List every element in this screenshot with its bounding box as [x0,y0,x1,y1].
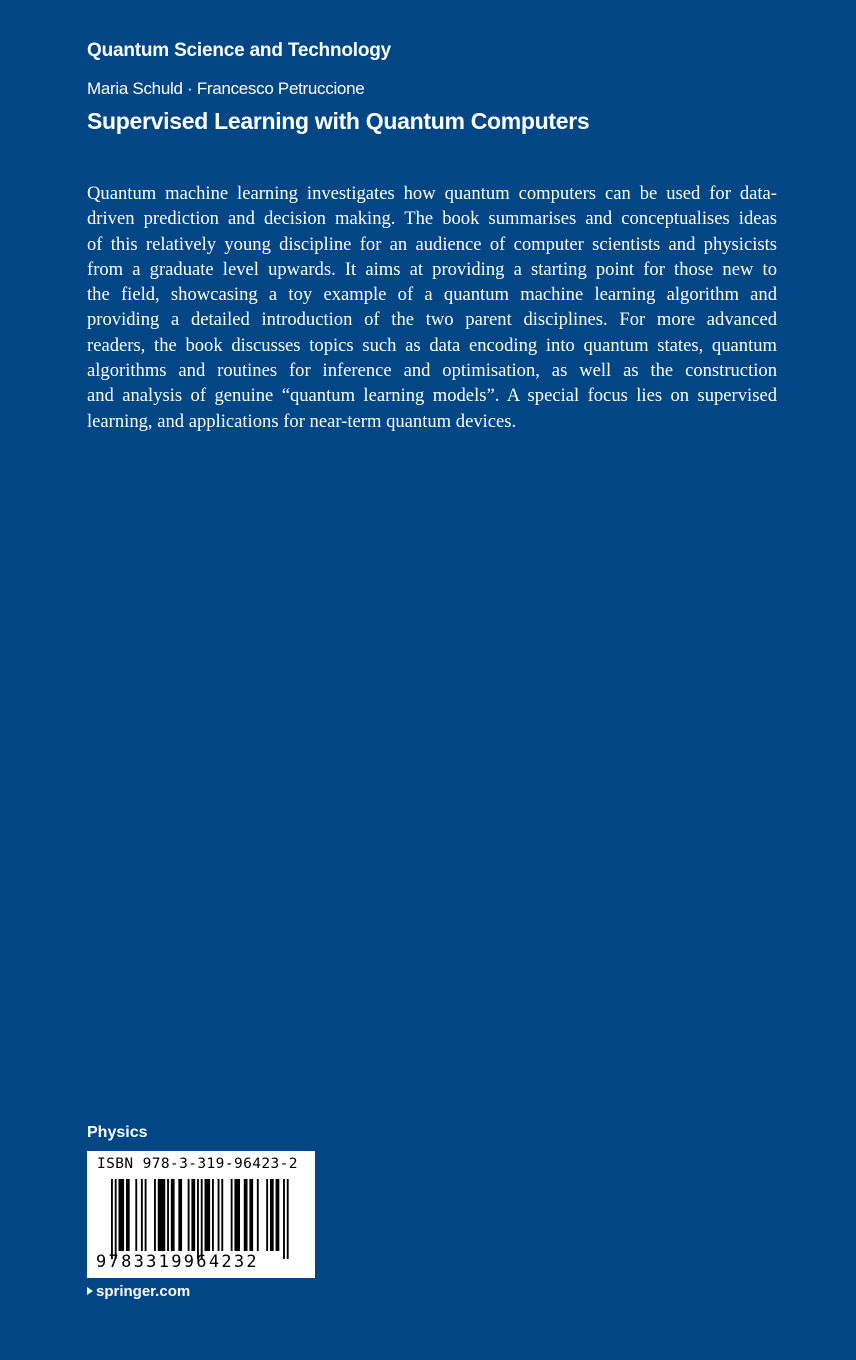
blurb-line: of this relatively young discipline for an audience of computer scientists and physicists [87,233,777,255]
barcode-bar [218,1179,220,1251]
blurb-line: Quantum machine learning investigates how quantum computers can be used for data- [87,183,777,204]
barcode-bar [276,1179,280,1251]
barcode-bar [171,1179,175,1251]
blurb-line: and analysis of genuine “quantum learning models”. A special focus lies on supervised [87,385,777,407]
blurb-line: readers, the book discusses topics such as data encoding into quantum states, quantum [87,334,777,356]
blurb [87,181,777,434]
barcode-bar [188,1179,190,1251]
barcode-bar [234,1179,240,1251]
book-title: Supervised Learning with Quantum Computers [87,108,590,134]
blurb-line: the field, showcasing a toy example of a quantum machine learning algorithm and [87,284,777,306]
blurb-line: driven prediction and decision making. The book summarises and conceptualises ideas [87,208,777,230]
barcode-bar [287,1179,289,1259]
barcode-bar [283,1179,285,1259]
barcode-bar [191,1179,195,1251]
barcode-bar [126,1179,130,1251]
blurb-line: algorithms and routines for inference and optimisation, as well as the construction [87,360,777,382]
barcode-bar [141,1179,143,1251]
series-name: Quantum Science and Technology [87,40,392,61]
barcode-bar [178,1179,182,1251]
barcode-bar [270,1179,274,1251]
barcode-bar [249,1179,253,1251]
category-label: Physics [87,1124,148,1141]
barcode-bar [212,1179,214,1251]
triangle-arrow-icon [87,1287,93,1295]
ean-digits: 9783319964232 [96,1252,259,1272]
authors: Maria Schuld · Francesco Petruccione [87,79,365,98]
blurb-line: providing a detailed introduction of the two parent disciplines. For more advanced [87,309,777,331]
barcode-bar [158,1179,165,1251]
isbn-text: ISBN 978-3-319-96423-2 [97,1156,298,1172]
barcode-bar [231,1179,233,1251]
barcode-bar [154,1179,156,1251]
publisher-website[interactable]: springer.com [96,1283,191,1300]
barcode-bar [205,1179,211,1251]
barcode-box [87,1151,315,1278]
barcode-bar [167,1179,169,1251]
barcode-bar [201,1179,203,1259]
barcode-bar [118,1179,124,1251]
publisher-link[interactable] [87,1283,190,1300]
barcode-bar [135,1179,137,1251]
barcode-bar [111,1179,113,1259]
barcode-bar [244,1179,248,1251]
barcode-bar [257,1179,259,1251]
barcode-bar [115,1179,117,1259]
blurb-line: learning, and applications for near-term quantum devices. [87,410,517,432]
barcode-bar [266,1179,268,1251]
barcode-bar [145,1179,147,1251]
blurb-line: from a graduate level upwards. It aims at providing a starting point for those new to [87,258,777,280]
barcode-bar [221,1179,223,1251]
barcode-bar [197,1179,199,1259]
